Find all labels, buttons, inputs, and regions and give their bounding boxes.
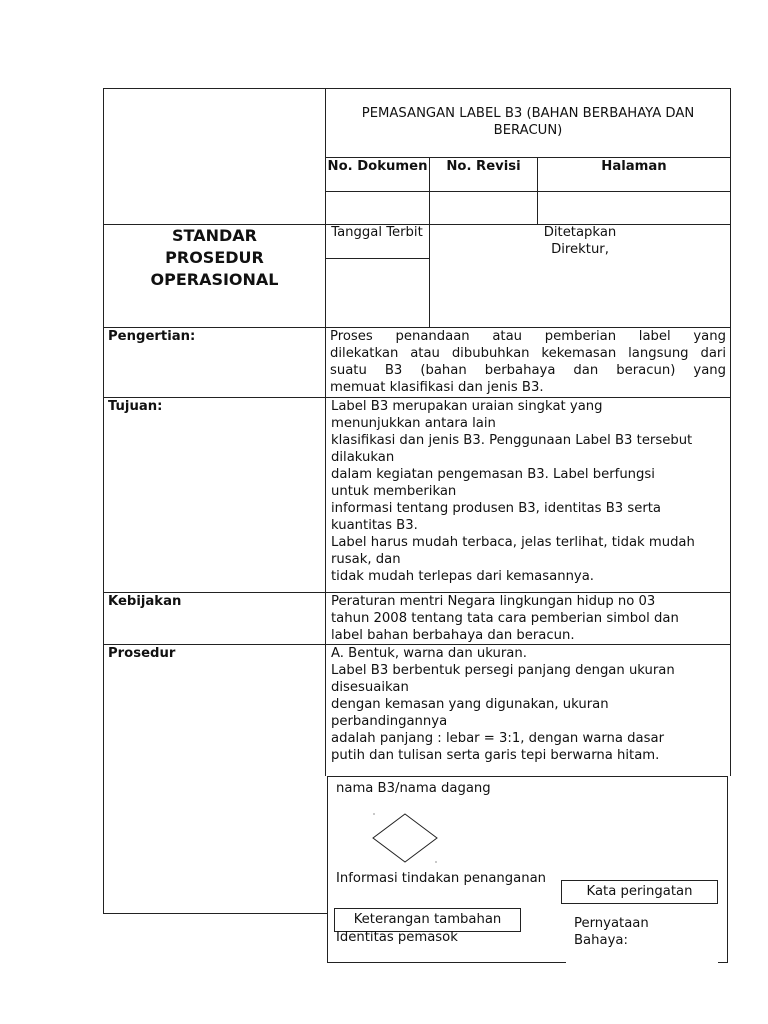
hazard-diamond-icon xyxy=(370,812,442,866)
pernyataan-bahaya-text xyxy=(574,915,649,949)
pengertian-label: Pengertian: xyxy=(108,329,196,344)
tujuan-line: tidak mudah terlepas dari kemasannya. xyxy=(331,569,595,584)
kebijakan-text xyxy=(331,593,729,644)
kebijakan-line: Peraturan mentri Negara lingkungan hidup no 03 xyxy=(331,594,656,609)
tujuan-line: menunjukkan antara lain xyxy=(331,416,496,431)
pengertian-text xyxy=(330,328,726,396)
kebijakan-line: label bahan berbahaya dan beracun. xyxy=(331,628,575,643)
tujuan-line: rusak, dan xyxy=(331,552,401,567)
direktur: Direktur, xyxy=(551,242,609,257)
prosedur-line: adalah panjang : lebar = 3:1, dengan warna dasar xyxy=(331,731,664,746)
pengertian-line: dilekatkan atau dibubuhkan kekemasan langsung dari xyxy=(330,346,726,361)
sop-title-line-3: OPERASIONAL xyxy=(150,270,279,289)
prosedur-text xyxy=(331,645,729,764)
tujuan-line: untuk memberikan xyxy=(331,484,457,499)
tujuan-line: klasifikasi dan jenis B3. Penggunaan Label B3 tersebut xyxy=(331,433,693,448)
kebijakan-label: Kebijakan xyxy=(108,594,182,609)
sop-title-line-1: STANDAR xyxy=(172,226,257,245)
prosedur-label: Prosedur xyxy=(108,646,176,661)
tujuan-line: Label B3 merupakan uraian singkat yang xyxy=(331,399,603,414)
prosedur-line: dengan kemasan yang digunakan, ukuran xyxy=(331,697,609,712)
informasi-penanganan-text: Informasi tindakan penanganan xyxy=(336,871,547,886)
prosedur-line: Label B3 berbentuk persegi panjang dengan ukuran xyxy=(331,663,675,678)
kata-peringatan-text: Kata peringatan xyxy=(586,884,693,899)
pengertian-line: Proses penandaan atau pemberian label yang xyxy=(330,329,726,344)
pernyataan-line: Bahaya: xyxy=(574,933,628,948)
keterangan-tambahan-text: Keterangan tambahan xyxy=(353,912,502,927)
tujuan-text xyxy=(331,398,729,585)
sop-title-line-2: PROSEDUR xyxy=(165,248,264,267)
prosedur-line: disesuaikan xyxy=(331,680,409,695)
identitas-pemasok-text: Identitas pemasok xyxy=(336,930,458,945)
tujuan-line: dalam kegiatan pengemasan B3. Label berfungsi xyxy=(331,467,655,482)
tujuan-line: kuantitas B3. xyxy=(331,518,418,533)
col-halaman: Halaman xyxy=(601,159,667,174)
sop-title xyxy=(104,225,325,291)
tujuan-line: informasi tentang produsen B3, identitas B3 serta xyxy=(331,501,661,516)
tujuan-line: Label harus mudah terbaca, jelas terlihat, tidak mudah xyxy=(331,535,695,550)
tujuan-line: dilakukan xyxy=(331,450,395,465)
col-no-dokumen: No. Dokumen xyxy=(327,159,428,174)
pernyataan-line: Pernyataan xyxy=(574,916,649,931)
document-title: PEMASANGAN LABEL B3 (BAHAN BERBAHAYA DAN BERACUN) xyxy=(361,106,695,138)
pengertian-line: memuat klasifikasi dan jenis B3. xyxy=(330,380,544,395)
col-no-revisi: No. Revisi xyxy=(446,159,521,174)
prosedur-line: putih dan tulisan serta garis tepi berwarna hitam. xyxy=(331,748,660,763)
ditetapkan: Ditetapkan xyxy=(543,225,617,240)
prosedur-line: perbandingannya xyxy=(331,714,448,729)
prosedur-line: A. Bentuk, warna dan ukuran. xyxy=(331,646,527,661)
tujuan-label: Tujuan: xyxy=(108,399,163,414)
kata-peringatan-box xyxy=(561,880,718,904)
pengertian-line: suatu B3 (bahan berbahaya dan beracun) yang xyxy=(330,363,726,378)
kebijakan-line: tahun 2008 tentang tata cara pemberian simbol dan xyxy=(331,611,679,626)
nama-b3-text: nama B3/nama dagang xyxy=(336,781,491,796)
tanggal-terbit: Tanggal Terbit xyxy=(331,225,423,240)
